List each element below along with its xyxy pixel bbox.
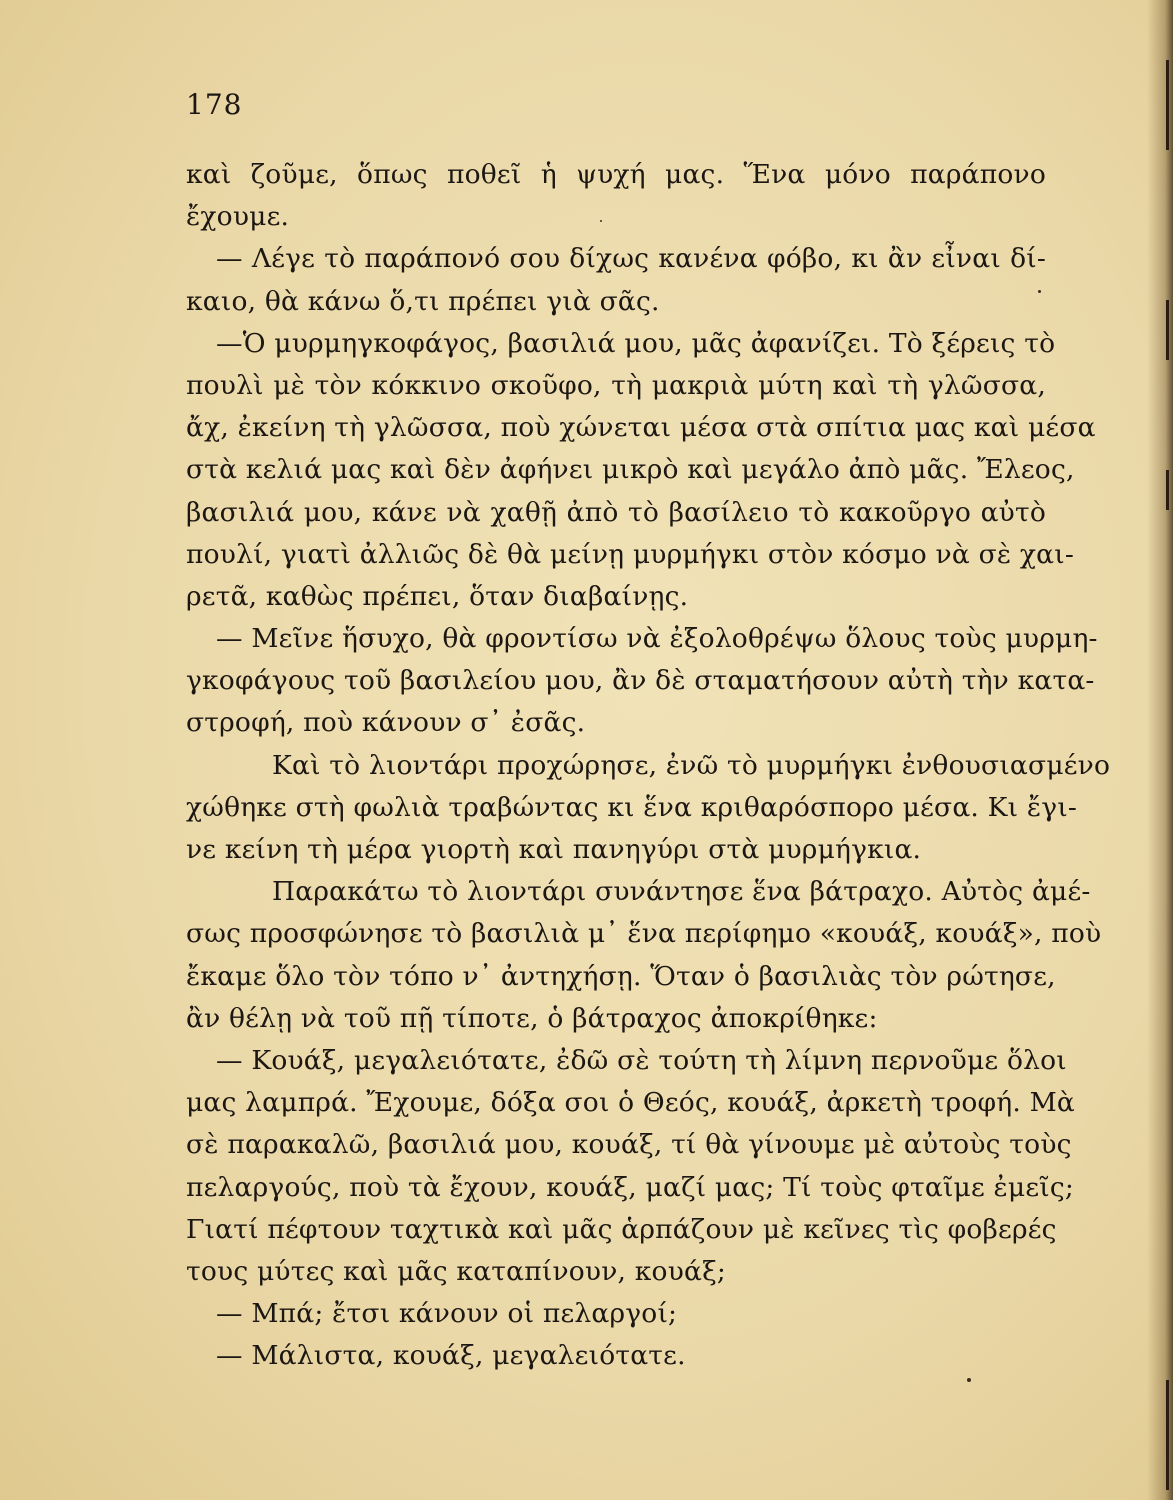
text-line: μας λαμπρά. Ἔχουμε, δόξα σοι ὁ Θεός, κουάξ, ἀρκετὴ τροφή. Μὰ [186, 1087, 1076, 1119]
text-line: — Μπά; ἔτσι κάνουν οἱ πελαργοί; [216, 1298, 678, 1330]
text-line: ρετᾶ, καθὼς πρέπει, ὅταν διαβαίνῃς. [186, 580, 689, 612]
text-line: — Λέγε τὸ παράπονό σου δίχως κανένα φόβο, κι ἂν εἶναι δί- [216, 243, 1046, 275]
text-line: ἂν θέλῃ νὰ τοῦ πῇ τίποτε, ὁ βάτραχος ἀποκρίθηκε: [186, 1002, 878, 1034]
binding-mark [1166, 300, 1169, 360]
text-line: γκοφάγους τοῦ βασιλείου μου, ἂν δὲ σταματήσουν αὐτὴ τὴν κατα- [186, 665, 1095, 697]
text-line: σως προσφώνησε τὸ βασιλιὰ μ᾿ ἕνα περίφημο «κουάξ, κουάξ», ποὺ [186, 918, 1102, 950]
page-edge-shadow [1147, 0, 1173, 1500]
text-line: βασιλιά μου, κάνε νὰ χαθῇ ἀπὸ τὸ βασίλειο τὸ κακοῦργο αὐτὸ [186, 496, 1046, 528]
text-line: πουλί, γιατὶ ἀλλιῶς δὲ θὰ μείνῃ μυρμήγκι στὸν κόσμο νὰ σὲ χαι- [186, 538, 1075, 570]
binding-mark [1166, 470, 1169, 510]
text-line: καὶ ζοῦμε, ὅπως ποθεῖ ἡ ψυχή μας. Ἕνα μόνο παράπονο [186, 159, 1046, 190]
text-line: πουλὶ μὲ τὸν κόκκινο σκοῦφο, τὴ μακριὰ μύτη καὶ τὴ γλῶσσα, [186, 369, 1046, 401]
text-line: — Μεῖνε ἥσυχο, θὰ φροντίσω νὰ ἐξολοθρέψω ὅλους τοὺς μυρμη- [216, 623, 1098, 655]
text-line: χώθηκε στὴ φωλιὰ τραβώντας κι ἕνα κριθαρόσπορο μέσα. Κι ἔγι- [186, 791, 1078, 823]
binding-mark [1166, 1380, 1169, 1490]
text-line: ἄχ, ἐκείνη τὴ γλῶσσα, ποὺ χώνεται μέσα στὰ σπίτια μας καὶ μέσα [186, 412, 1096, 444]
text-line: ἔχουμε. [186, 201, 290, 233]
binding-mark [1166, 60, 1169, 150]
paper-speck [967, 1378, 971, 1382]
text-line: Παρακάτω τὸ λιοντάρι συνάντησε ἕνα βάτραχο. Αὐτὸς ἀμέ- [272, 876, 1091, 908]
text-line: — Κουάξ, μεγαλειότατε, ἐδῶ σὲ τούτη τὴ λίμνη περνοῦμε ὅλοι [216, 1044, 1067, 1076]
text-line: στροφή, ποὺ κάνουν σ᾿ ἐσᾶς. [186, 707, 586, 739]
text-line: Καὶ τὸ λιοντάρι προχώρησε, ἐνῶ τὸ μυρμήγκι ἐνθουσιασμένο [272, 749, 1111, 781]
text-line: στὰ κελιά μας καὶ δὲν ἀφήνει μικρὸ καὶ μεγάλο ἀπὸ μᾶς. Ἔλεος, [186, 454, 1075, 486]
text-line: σὲ παρακαλῶ, βασιλιά μου, κουάξ, τί θὰ γίνουμε μὲ αὐτοὺς τοὺς [186, 1129, 1072, 1161]
text-line: καιο, θὰ κάνω ὅ,τι πρέπει γιὰ σᾶς. [186, 285, 660, 317]
text-line: —Ὁ μυρμηγκοφάγος, βασιλιά μου, μᾶς ἀφανίζει. Τὸ ξέρεις τὸ [216, 327, 1056, 359]
text-line: — Μάλιστα, κουάξ, μεγαλειότατε. [216, 1340, 686, 1372]
body-text [186, 154, 1111, 1377]
text-line: πελαργούς, ποὺ τὰ ἔχουν, κουάξ, μαζί μας; Τί τοὺς φταῖμε ἐμεῖς; [186, 1171, 1075, 1203]
text-line: ἔκαμε ὅλο τὸν τόπο ν᾿ ἀντηχήσῃ. Ὅταν ὁ βασιλιὰς τὸν ρώτησε, [186, 960, 1056, 992]
text-line: νε κείνη τὴ μέρα γιορτὴ καὶ πανηγύρι στὰ μυρμήγκια. [186, 834, 922, 865]
text-line: Γιατί πέφτουν ταχτικὰ καὶ μᾶς ἁρπάζουν μὲ κεῖνες τὶς φοβερές [186, 1213, 1057, 1245]
text-line: τους μύτες καὶ μᾶς καταπίνουν, κουάξ; [186, 1255, 727, 1287]
page-number: 178 [186, 88, 243, 121]
